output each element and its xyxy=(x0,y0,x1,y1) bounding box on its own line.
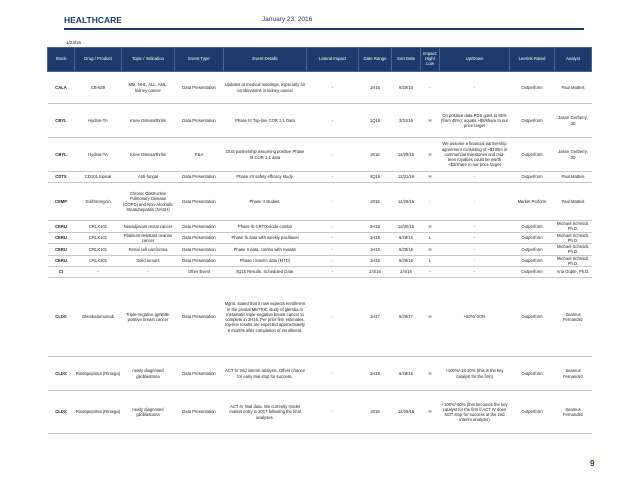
col-topic: Topic / Indication xyxy=(122,48,175,72)
cell-lateral: - xyxy=(307,172,359,183)
cell-details: Mgmt. stated that it now expects enrollment in the pivotal METRIC study of glemba in metastatic triple-negative breast cancer to complete in 2H16. Per prior firm estimates, top-line results are expected approximately 6 months after completion of enrollment. xyxy=(224,278,307,357)
table-header-row xyxy=(48,48,592,72)
table-row xyxy=(48,255,592,267)
cell-stock: CDTX xyxy=(48,172,75,183)
catalyst-table xyxy=(47,47,592,434)
cell-drug: Glembatumumab xyxy=(75,278,122,357)
cell-analyst: Jason Gerberry, JD xyxy=(555,104,592,138)
cell-sort-date: 3/31/16 xyxy=(392,104,421,138)
cell-topic: - xyxy=(122,267,175,278)
cell-topic: Neoadjuvant rectal cancer xyxy=(122,221,175,233)
table-row xyxy=(48,278,592,357)
cell-drug: Hydros-TA xyxy=(75,104,122,138)
table-row xyxy=(48,267,592,278)
cell-sort-date: 6/29/16 xyxy=(392,255,421,267)
col-drug: Drug / Product xyxy=(75,48,122,72)
cell-lateral: - xyxy=(307,104,359,138)
cell-analyst: Seamus Fernandez xyxy=(555,357,592,391)
cell-stock: CALA xyxy=(48,72,75,104)
col-updown: Up/Down xyxy=(440,48,510,72)
cell-date-range: 1H16 xyxy=(359,357,392,391)
cell-details: 4Q15 Results. Scheduled Date. xyxy=(224,267,307,278)
cell-topic: newly diagnosed glioblastoma xyxy=(122,391,175,434)
cell-rated: Market Perform xyxy=(510,183,555,221)
cell-sort-date: 6/29/16 xyxy=(392,244,421,256)
cell-event-type: Other Event xyxy=(175,267,224,278)
header-title: HEALTHCARE xyxy=(64,15,122,25)
cell-drug: Solithromycin xyxy=(75,183,122,221)
cell-event-type: Data Presentation xyxy=(175,232,224,244)
table-row xyxy=(48,72,592,104)
cell-drug: CB-839 xyxy=(75,72,122,104)
cell-event-type: Data Presentation xyxy=(175,72,224,104)
cell-lateral: - xyxy=(307,244,359,256)
cell-event-type: Data Presentation xyxy=(175,255,224,267)
cell-date-range: 2016 xyxy=(359,391,392,434)
cell-impact: H xyxy=(421,357,440,391)
cell-updown: - xyxy=(440,72,510,104)
cell-date-range: 1H16 xyxy=(359,244,392,256)
cell-details: Phase II data, combo with Avastin xyxy=(224,244,307,256)
cell-sort-date: 12/30/16 xyxy=(392,221,421,233)
cell-date-range: 4Q16 xyxy=(359,172,392,183)
cell-event-type: Data Presentation xyxy=(175,357,224,391)
cell-analyst: Paul Matteis xyxy=(555,72,592,104)
cell-event-type: Data Presentation xyxy=(175,104,224,138)
cell-details: Phase I interim data (MTD) xyxy=(224,255,307,267)
cell-analyst: Michael Schmidt, Ph.D. xyxy=(555,221,592,233)
cell-details: Phase III Top-line COR 1.1 Data xyxy=(224,104,307,138)
cell-topic: Renal cell carcinoma xyxy=(122,244,175,256)
table-row xyxy=(48,244,592,256)
col-event-type: Event Type xyxy=(175,48,224,72)
cell-sort-date: 12/29/16 xyxy=(392,391,421,434)
table-row xyxy=(48,232,592,244)
cell-sort-date: 12/31/16 xyxy=(392,172,421,183)
cell-rated: Outperform xyxy=(510,221,555,233)
cell-stock: CLDX xyxy=(48,278,75,357)
cell-updown: We assume a financial partnership agreement consisting of ~$100m in commercial milestones and mid-teen royalties could be worth ~$3/share to our price target xyxy=(440,138,510,172)
cell-lateral: - xyxy=(307,391,359,434)
cell-stock: CBYL xyxy=(48,104,75,138)
cell-lateral: - xyxy=(307,138,359,172)
cell-stock: CERU xyxy=(48,244,75,256)
table-row xyxy=(48,221,592,233)
cell-stock: CLDX xyxy=(48,391,75,434)
cell-date-range: 2/4/16 xyxy=(359,267,392,278)
cell-drug: Rindopepimut (Rintega) xyxy=(75,391,122,434)
cell-drug: Hydros-TA xyxy=(75,138,122,172)
cell-sort-date: 6/29/16 xyxy=(392,72,421,104)
cell-impact: - xyxy=(421,183,440,221)
cell-event-type: Data Presentation xyxy=(175,244,224,256)
cell-updown: +100%/-50% (this becomes the key catalyst for the firm if ACT IV does NOT stop for success at the 2nd interim analysis) xyxy=(440,391,510,434)
cell-impact: - xyxy=(421,72,440,104)
cell-analyst: Michael Schmidt, Ph.D. xyxy=(555,255,592,267)
cell-analyst: Seamus Fernandez xyxy=(555,278,592,357)
cell-date-range: 1H16 xyxy=(359,72,392,104)
cell-sort-date: 6/29/17 xyxy=(392,278,421,357)
cell-topic: newly diagnosed glioblastoma xyxy=(122,357,175,391)
cell-drug: Rindopepimut (Rintega) xyxy=(75,357,122,391)
cell-stock: CBYL xyxy=(48,138,75,172)
cell-updown: - xyxy=(440,183,510,221)
cell-rated: Outperform xyxy=(510,104,555,138)
cell-sort-date: 12/29/16 xyxy=(392,138,421,172)
cell-topic: Triple-negative gpNMB-positive breast cancer xyxy=(122,278,175,357)
cell-updown: +100%/-15-20% (this is the key catalyst for the firm) xyxy=(440,357,510,391)
cell-event-type: Data Presentation xyxy=(175,172,224,183)
cell-event-type: Data Presentation xyxy=(175,278,224,357)
cell-date-range: 1Q16 xyxy=(359,104,392,138)
cell-sort-date: 2/4/16 xyxy=(392,267,421,278)
col-date-range: Date Range xyxy=(359,48,392,72)
cell-event-type: Data Presentation xyxy=(175,391,224,434)
cell-rated: Outperform xyxy=(510,138,555,172)
cell-impact: H xyxy=(421,104,440,138)
cell-stock: CEMP xyxy=(48,183,75,221)
cell-date-range: 2016 xyxy=(359,183,392,221)
cell-event-type: P&A xyxy=(175,138,224,172)
cell-impact: L xyxy=(421,255,440,267)
cell-updown: - xyxy=(440,244,510,256)
cell-analyst: Michael Schmidt, Ph.D. xyxy=(555,244,592,256)
cell-stock: CERU xyxy=(48,221,75,233)
table-row xyxy=(48,391,592,434)
cell-analyst: Seamus Fernandez xyxy=(555,391,592,434)
cell-topic: Chronic Obstructive Pulmonary Disease (COPD) and Non-Alcoholic Steatohepatitis (NASH) xyxy=(122,183,175,221)
cell-impact: L xyxy=(421,232,440,244)
cell-details: Phase II studies. xyxy=(224,183,307,221)
cell-lateral: - xyxy=(307,183,359,221)
col-sort-date: Sort Date xyxy=(392,48,421,72)
cell-date-range: 1H17 xyxy=(359,278,392,357)
cell-lateral: - xyxy=(307,72,359,104)
cell-rated: Outperform xyxy=(510,391,555,434)
cell-topic: Platinum-resistant ovarian cancer xyxy=(122,232,175,244)
cell-lateral: - xyxy=(307,221,359,233)
table-row xyxy=(48,172,592,183)
cell-drug: CRLX101 xyxy=(75,221,122,233)
cell-impact: H xyxy=(421,172,440,183)
cell-rated: Outperform xyxy=(510,267,555,278)
cell-lateral: - xyxy=(307,357,359,391)
cell-details: Phase Ib CRT/Xeloda combo xyxy=(224,221,307,233)
cell-date-range: 2016 xyxy=(359,138,392,172)
page-number: 9 xyxy=(590,459,595,468)
col-analyst: Analyst xyxy=(555,48,592,72)
cell-updown: +50%/-20% xyxy=(440,278,510,357)
cell-topic: Solid tumors xyxy=(122,255,175,267)
cell-topic: Knee Osteoarthritis xyxy=(122,104,175,138)
cell-details: Phase Ib data with weekly paclitaxel xyxy=(224,232,307,244)
table-date: 1/23/16 xyxy=(66,40,82,45)
col-leerink-rated: Leerink Rated xyxy=(510,48,555,72)
cell-rated: Outperform xyxy=(510,255,555,267)
cell-date-range: 2H16 xyxy=(359,221,392,233)
cell-rated: Outperform xyxy=(510,357,555,391)
header-rule xyxy=(64,28,584,30)
cell-drug: CRLX101 xyxy=(75,232,122,244)
cell-analyst: Paul Matteis xyxy=(555,183,592,221)
cell-date-range: 1H16 xyxy=(359,232,392,244)
cell-stock: CERU xyxy=(48,232,75,244)
cell-stock: CLDX xyxy=(48,357,75,391)
cell-updown: - xyxy=(440,232,510,244)
cell-updown: - xyxy=(440,267,510,278)
cell-event-type: Data Presentation xyxy=(175,183,224,221)
cell-stock: CERU xyxy=(48,255,75,267)
cell-sort-date: 6/29/16 xyxy=(392,232,421,244)
cell-impact: - xyxy=(421,267,440,278)
cell-analyst: Paul Matteis xyxy=(555,172,592,183)
cell-drug: CD101 topical xyxy=(75,172,122,183)
cell-impact: H xyxy=(421,278,440,357)
cell-rated: Outperform xyxy=(510,172,555,183)
cell-topic: Knee Osteoarthritis xyxy=(122,138,175,172)
cell-event-type: Data Presentation xyxy=(175,221,224,233)
cell-date-range: 1H16 xyxy=(359,255,392,267)
cell-impact: H xyxy=(421,244,440,256)
cell-updown: - xyxy=(440,255,510,267)
cell-details: OUS partnership assuming positive Phase III COR 1.1 data xyxy=(224,138,307,172)
cell-rated: Outperform xyxy=(510,72,555,104)
col-event-details: Event Details xyxy=(224,48,307,72)
cell-updown: - xyxy=(440,221,510,233)
cell-sort-date: 12/29/16 xyxy=(392,183,421,221)
cell-updown: On positive data PDS goes to 65% (from 45%); equals +$8/share to our price target xyxy=(440,104,510,138)
cell-details: ACT IV 2nd interim analysis, Offers chance for early trial stop for success. xyxy=(224,357,307,391)
cell-impact: H xyxy=(421,138,440,172)
cell-topic: MM, NHL, ALL, AML, kidney cancer xyxy=(122,72,175,104)
cell-rated: Outperform xyxy=(510,244,555,256)
table-row xyxy=(48,183,592,221)
cell-sort-date: 6/29/16 xyxy=(392,357,421,391)
cell-stock: CI xyxy=(48,267,75,278)
cell-lateral: - xyxy=(307,232,359,244)
cell-analyst: Jason Gerberry, JD xyxy=(555,138,592,172)
header-date: January 23, 2016 xyxy=(262,16,313,23)
cell-analyst: Michael Schmidt, Ph.D. xyxy=(555,232,592,244)
col-lateral-impact: Lateral Impact xyxy=(307,48,359,72)
cell-lateral: - xyxy=(307,278,359,357)
cell-rated: Outperform xyxy=(510,278,555,357)
cell-rated: Outperform xyxy=(510,232,555,244)
cell-lateral: - xyxy=(307,255,359,267)
cell-topic: Anti-fungal xyxy=(122,172,175,183)
table-row xyxy=(48,104,592,138)
table-row xyxy=(48,357,592,391)
cell-drug: CRLX301 xyxy=(75,255,122,267)
table-row xyxy=(48,138,592,172)
cell-details: Phase I/II safety efficacy study. xyxy=(224,172,307,183)
cell-details: ACT IV final data. We currently model market entry in 2017 following the final analyses. xyxy=(224,391,307,434)
cell-details: Updates at medical meetings, especially for combinations in kidney cancer xyxy=(224,72,307,104)
cell-analyst: Ana Gupte, Ph.D. xyxy=(555,267,592,278)
cell-impact: H xyxy=(421,221,440,233)
cell-impact: H xyxy=(421,391,440,434)
cell-updown: - xyxy=(440,172,510,183)
cell-lateral: - xyxy=(307,267,359,278)
col-impact: Impact: High/ Low xyxy=(421,48,440,72)
cell-drug: CRLX101 xyxy=(75,244,122,256)
cell-drug: - xyxy=(75,267,122,278)
col-stock: Stock xyxy=(48,48,75,72)
